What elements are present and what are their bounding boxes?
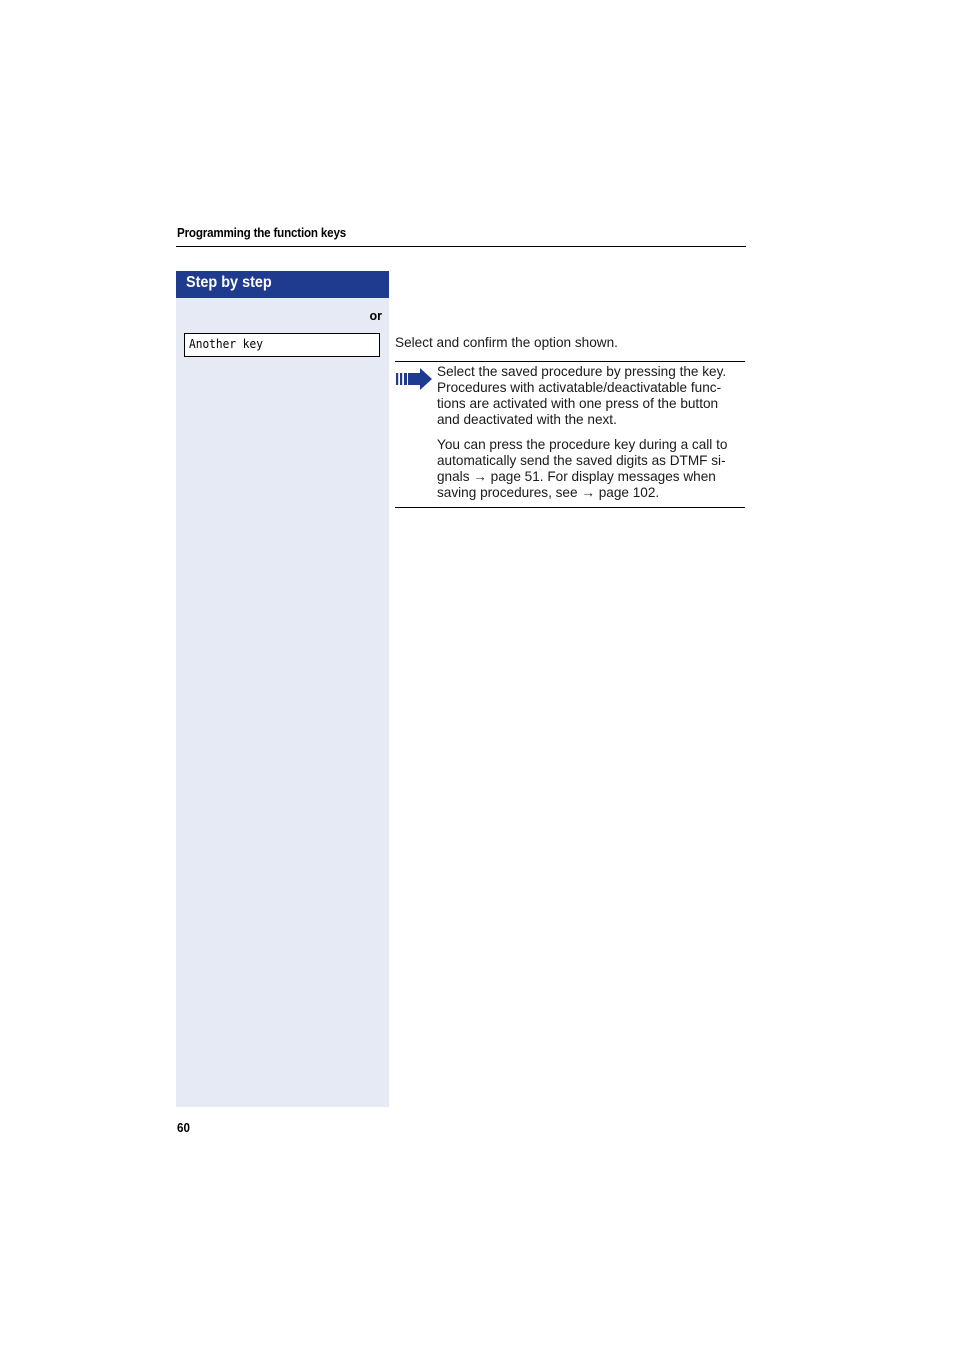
note-divider-top [395,361,745,362]
display-key-another-key [184,333,380,357]
note-divider-bottom [395,507,745,508]
arrow-right-note-icon [395,367,433,391]
page-header-title: Programming the function keys [177,226,347,240]
sidebar-heading-bar [176,271,389,298]
note-line: tions are activated with one press of the button [437,396,719,412]
note-line: automatically send the saved digits as DTMF si- [437,453,726,469]
page-number: 60 [177,1121,190,1135]
step-by-step-sidebar [176,271,389,1107]
sidebar-heading: Step by step [186,274,272,291]
note-paragraph-1 [437,364,749,428]
header-divider [176,246,746,247]
instruction-text: Select and confirm the option shown. [395,335,618,350]
note-line: You can press the procedure key during a call to [437,437,728,452]
note-paragraph-2 [437,437,749,501]
note-line-page-link: gnals → page 51. For display messages when [437,469,716,485]
note-line: Procedures with activatable/deactivatable func- [437,380,722,396]
display-key-label: Another key [189,337,263,351]
note-line-page-link: saving procedures, see → page 102. [437,485,660,501]
note-line: Select the saved procedure by pressing the key. [437,364,727,379]
note-line: and deactivated with the next. [437,412,617,428]
or-label: or [369,309,382,323]
